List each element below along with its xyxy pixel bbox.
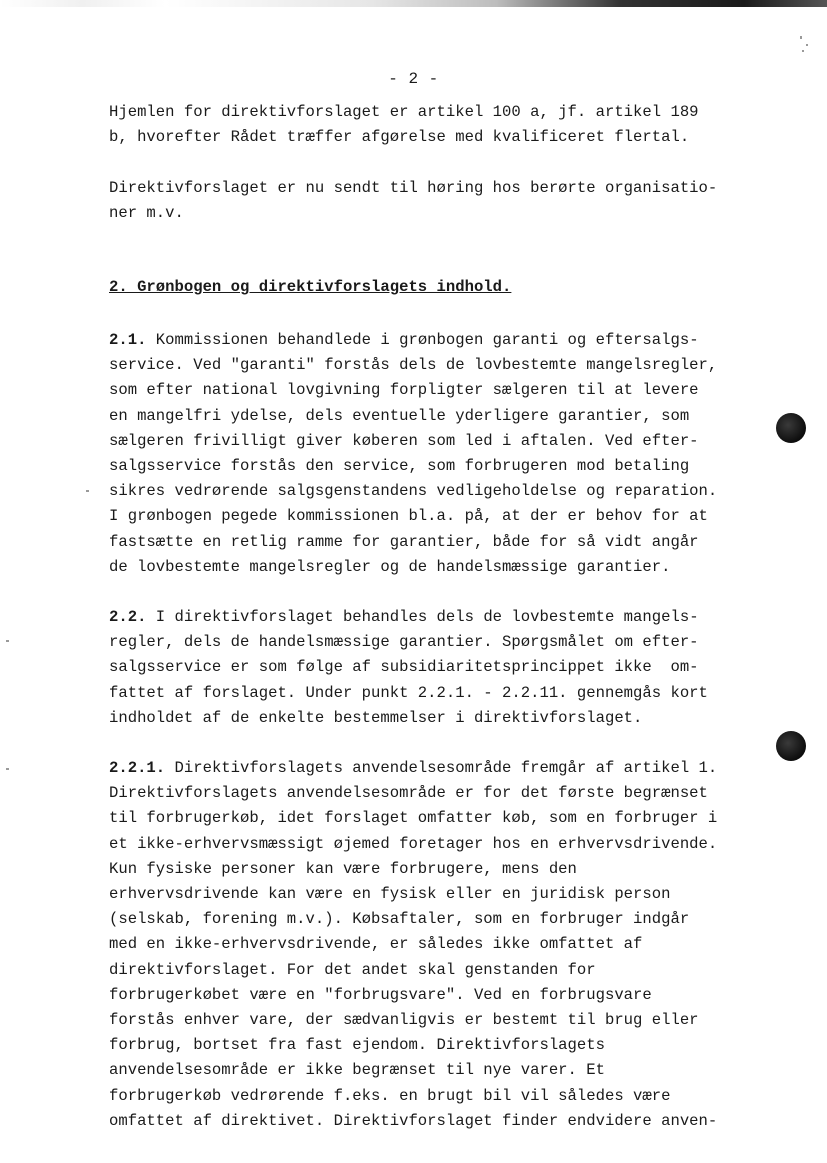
- section-2-2-paragraph: [109, 605, 779, 731]
- section-number: 2.1.: [109, 331, 147, 349]
- scan-speck: [6, 768, 9, 770]
- section-2-2-1-paragraph: [109, 756, 779, 1134]
- text-line: salgsservice er som følge af subsidiaritetsprincippet ikke om-: [109, 658, 699, 677]
- text-line: [109, 328, 779, 353]
- text-line: I grønbogen pegede kommissionen bl.a. på, at der er behov for at: [109, 507, 708, 526]
- text-line: Hjemlen for direktivforslaget er artikel 100 a, jf. artikel 189: [109, 103, 699, 121]
- text-line: som efter national lovgivning forpligter sælgeren til at levere: [109, 381, 699, 400]
- text-line: sikres vedrørende salgsgenstandens vedligeholdelse og reparation.: [109, 482, 718, 501]
- text-line: forbrugerkøbet være en "forbrugsvare". Ved en forbrugsvare: [109, 985, 652, 1004]
- intro-paragraph-hearing: [109, 176, 779, 226]
- text-line: salgsservice forstås den service, som forbrugeren mod betaling: [109, 457, 690, 476]
- text-line: omfattet af direktivet. Direktivforslaget finder endvidere anven-: [109, 1111, 718, 1130]
- text-line: service. Ved "garanti" forstås dels de lovbestemte mangelsregler,: [109, 356, 718, 375]
- text-line: de lovbestemte mangelsregler og de handelsmæssige garantier.: [109, 557, 671, 576]
- scan-speck: [800, 36, 802, 39]
- text-line: et ikke-erhvervsmæssigt øjemed foretager hos en erhvervsdrivende.: [109, 834, 718, 853]
- text-line: [109, 605, 779, 630]
- text-line: b, hvorefter Rådet træffer afgørelse med kvalificeret flertal.: [109, 128, 690, 147]
- punch-hole-bottom: [776, 731, 806, 761]
- text-line: forbrug, bortset fra fast ejendom. Direktivforslagets: [109, 1036, 605, 1055]
- section-heading: 2. Grønbogen og direktivforslagets indhold.: [109, 278, 512, 296]
- scan-speck: [86, 490, 89, 492]
- first-line-text: Kommissionen behandlede i grønbogen garanti og eftersalgs-: [146, 331, 699, 349]
- text-line: fastsætte en retlig ramme for garantier, både for så vidt angår: [109, 532, 699, 551]
- text-line: Kun fysiske personer kan være forbrugere, mens den: [109, 859, 577, 878]
- text-line: forbrugerkøb vedrørende f.eks. en brugt bil vil således være: [109, 1086, 671, 1105]
- text-line: til forbrugerkøb, idet forslaget omfatter køb, som en forbruger i: [109, 809, 718, 828]
- scan-edge-artifact: [0, 0, 827, 7]
- text-line: ner m.v.: [109, 204, 184, 223]
- section-number: 2.2.1.: [109, 759, 166, 777]
- text-line: direktivforslaget. For det andet skal genstanden for: [109, 960, 596, 979]
- intro-paragraph-legal-basis: [109, 100, 779, 150]
- page-number: - 2 -: [388, 70, 439, 88]
- scan-speck: [802, 50, 804, 52]
- text-line: Direktivforslaget er nu sendt til høring hos berørte organisatio-: [109, 179, 718, 197]
- first-line-text: Direktivforslagets anvendelsesområde fremgår af artikel 1.: [165, 759, 718, 777]
- text-line: sælgeren frivilligt giver køberen som led i aftalen. Ved efter-: [109, 431, 699, 450]
- text-line: forstås enhver vare, der sædvanligvis er bestemt til brug eller: [109, 1011, 699, 1030]
- scan-speck: [806, 44, 808, 46]
- text-line: fattet af forslaget. Under punkt 2.2.1. - 2.2.11. gennemgås kort: [109, 683, 708, 702]
- section-2-1-paragraph: [109, 328, 779, 580]
- text-line: Direktivforslagets anvendelsesområde er for det første begrænset: [109, 784, 708, 803]
- text-line: [109, 756, 779, 781]
- text-line: erhvervsdrivende kan være en fysisk eller en juridisk person: [109, 885, 671, 904]
- text-line: regler, dels de handelsmæssige garantier. Spørgsmålet om efter-: [109, 633, 699, 652]
- text-line: anvendelsesområde er ikke begrænset til nye varer. Et: [109, 1061, 605, 1080]
- scan-speck: [6, 640, 9, 642]
- punch-hole-top: [776, 413, 806, 443]
- section-number: 2.2.: [109, 608, 147, 626]
- text-line: (selskab, forening m.v.). Købsaftaler, som en forbruger indgår: [109, 910, 690, 929]
- text-line: en mangelfri ydelse, dels eventuelle yderligere garantier, som: [109, 406, 690, 425]
- text-line: indholdet af de enkelte bestemmelser i direktivforslaget.: [109, 708, 643, 727]
- text-line: med en ikke-erhvervsdrivende, er således ikke omfattet af: [109, 935, 643, 954]
- first-line-text: I direktivforslaget behandles dels de lovbestemte mangels-: [146, 608, 699, 626]
